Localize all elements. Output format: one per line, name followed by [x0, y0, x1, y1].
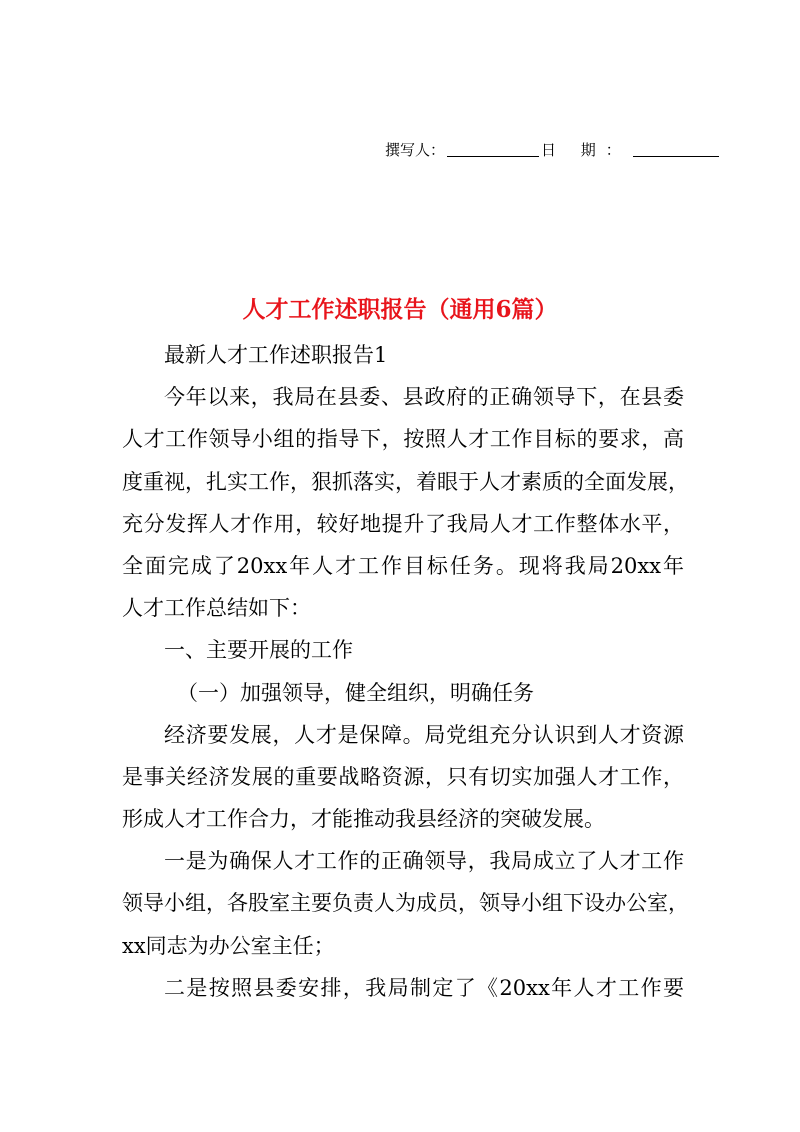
author-blank: [447, 142, 539, 157]
author-label: 撰写人：: [385, 141, 446, 159]
section-heading: 一、主要开展的工作: [164, 638, 353, 663]
document-title: 人才工作述职报告（通用6篇）: [242, 296, 558, 323]
paragraph-line: 充分发挥人才作用，较好地提升了我局人才工作整体水平，: [122, 511, 684, 536]
paragraph-line: 是事关经济发展的重要战略资源，只有切实加强人才工作，: [122, 764, 684, 789]
paragraph-line: 人才工作总结如下：: [122, 596, 311, 621]
document-body: [122, 334, 689, 1009]
paragraph-line: 经济要发展，人才是保障。局党组充分认识到人才资源: [164, 722, 684, 747]
paragraph-line: xx同志为办公室主任；: [122, 933, 335, 958]
date-label: 日 期：: [541, 141, 631, 159]
date-blank: [633, 142, 719, 157]
section-heading: 最新人才工作述职报告1: [164, 343, 388, 367]
paragraph-line: 全面完成了20xx年人才工作目标任务。现将我局20xx年: [122, 553, 684, 578]
subsection-heading: （一）加强领导，健全组织，明确任务: [177, 680, 534, 705]
header-line: [385, 140, 685, 160]
paragraph-line: 形成人才工作合力，才能推动我县经济的突破发展。: [122, 807, 605, 832]
paragraph-line: 今年以来，我局在县委、县政府的正确领导下，在县委: [164, 385, 684, 410]
paragraph-line: 二是按照县委安排，我局制定了《20xx年人才工作要: [164, 975, 684, 1000]
paragraph-line: 领导小组，各股室主要负责人为成员，领导小组下设办公室，: [122, 891, 689, 916]
paragraph-line: 一是为确保人才工作的正确领导，我局成立了人才工作: [164, 849, 684, 874]
paragraph-line: 度重视，扎实工作，狠抓落实，着眼于人才素质的全面发展，: [122, 469, 689, 494]
paragraph-line: 人才工作领导小组的指导下，按照人才工作目标的要求，高: [122, 427, 684, 452]
